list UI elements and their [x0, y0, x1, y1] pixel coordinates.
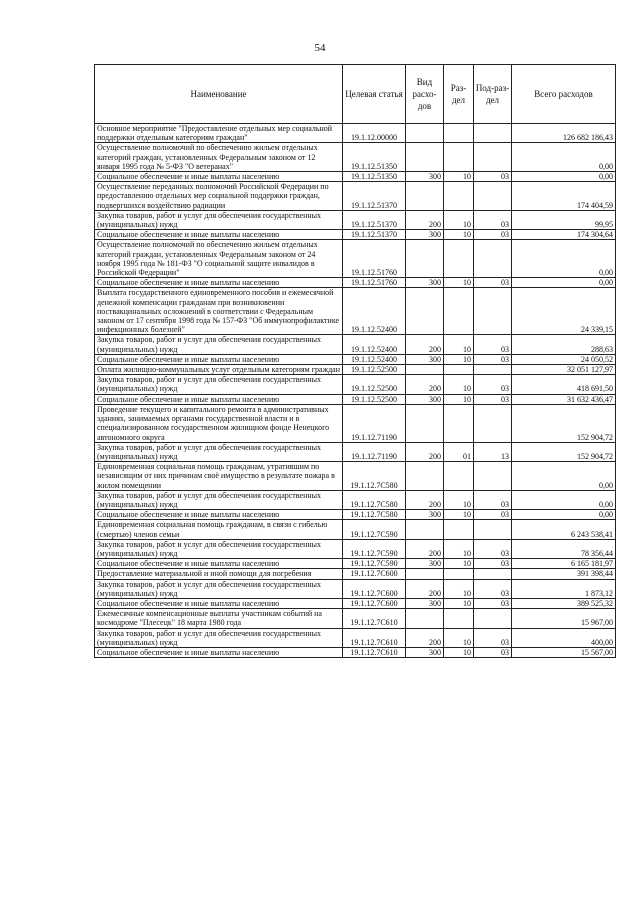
- row-total-cell: 24 339,15: [512, 288, 616, 335]
- row-expense-type-cell: 200: [406, 628, 444, 647]
- row-total-cell: 391 398,44: [512, 569, 616, 579]
- row-section-cell: 01: [444, 442, 474, 461]
- row-target-item-cell: 19.1.12.71190: [343, 404, 406, 442]
- row-expense-type-cell: 200: [406, 210, 444, 229]
- row-subsection-cell: 03: [474, 335, 512, 354]
- row-subsection-cell: [474, 288, 512, 335]
- row-total-cell: 126 682 186,43: [512, 124, 616, 143]
- table-row: [95, 569, 616, 579]
- row-total-cell: 288,63: [512, 335, 616, 354]
- row-name-cell: Основное мероприятие "Предоставление отдельных мер социальной поддержки отдельным категориям граждан": [95, 124, 343, 143]
- row-subsection-cell: 03: [474, 579, 512, 598]
- row-subsection-cell: 03: [474, 354, 512, 364]
- row-total-cell: 32 051 127,97: [512, 365, 616, 375]
- row-expense-type-cell: 300: [406, 598, 444, 608]
- header-expense-type: Вид расхо-дов: [406, 65, 444, 124]
- row-subsection-cell: 03: [474, 647, 512, 657]
- row-section-cell: 10: [444, 579, 474, 598]
- table-row: [95, 240, 616, 278]
- row-name-cell: Закупка товаров, работ и услуг для обеспечения государственных (муниципальных) нужд: [95, 628, 343, 647]
- header-section: Раз-дел: [444, 65, 474, 124]
- row-total-cell: 0,00: [512, 278, 616, 288]
- row-section-cell: 10: [444, 278, 474, 288]
- row-section-cell: 10: [444, 335, 474, 354]
- row-expense-type-cell: [406, 462, 444, 491]
- row-subsection-cell: 03: [474, 628, 512, 647]
- row-expense-type-cell: 200: [406, 490, 444, 509]
- row-expense-type-cell: 200: [406, 335, 444, 354]
- row-expense-type-cell: [406, 520, 444, 539]
- row-name-cell: Закупка товаров, работ и услуг для обеспечения государственных (муниципальных) нужд: [95, 375, 343, 394]
- table-row: [95, 182, 616, 211]
- row-name-cell: Ежемесячные компенсационные выплаты участникам событий на космодроме "Плесецк" 18 марта 1980 года: [95, 609, 343, 628]
- row-expense-type-cell: 300: [406, 230, 444, 240]
- row-total-cell: 0,00: [512, 510, 616, 520]
- header-total: Всего расходов: [512, 65, 616, 124]
- row-target-item-cell: 19.1.12.7С580: [343, 510, 406, 520]
- row-name-cell: Закупка товаров, работ и услуг для обеспечения государственных (муниципальных) нужд: [95, 539, 343, 558]
- row-name-cell: Проведение текущего и капитального ремонта в административных зданиях, занимаемых органами государственной власти и в специализированном государственном жилищном фонде Ненецкого автономного округа: [95, 404, 343, 442]
- row-total-cell: 152 904,72: [512, 442, 616, 461]
- row-name-cell: Закупка товаров, работ и услуг для обеспечения государственных (муниципальных) нужд: [95, 442, 343, 461]
- row-section-cell: 10: [444, 394, 474, 404]
- table-row: [95, 143, 616, 172]
- row-total-cell: 15 967,00: [512, 609, 616, 628]
- row-target-item-cell: 19.1.12.52500: [343, 375, 406, 394]
- page-number: 54: [314, 42, 326, 54]
- row-section-cell: 10: [444, 490, 474, 509]
- row-target-item-cell: 19.1.12.7С590: [343, 559, 406, 569]
- row-section-cell: [444, 462, 474, 491]
- header-name: Наименование: [95, 65, 343, 124]
- budget-table: [94, 64, 616, 658]
- row-name-cell: Социальное обеспечение и иные выплаты населению: [95, 278, 343, 288]
- row-subsection-cell: 03: [474, 278, 512, 288]
- table-header-row: [95, 65, 616, 124]
- row-section-cell: [444, 240, 474, 278]
- table-row: [95, 404, 616, 442]
- row-expense-type-cell: 300: [406, 559, 444, 569]
- row-section-cell: [444, 288, 474, 335]
- row-target-item-cell: 19.1.12.51760: [343, 240, 406, 278]
- table-row: [95, 210, 616, 229]
- table-row: [95, 172, 616, 182]
- row-name-cell: Социальное обеспечение и иные выплаты населению: [95, 559, 343, 569]
- table-row: [95, 230, 616, 240]
- row-target-item-cell: 19.1.12.52400: [343, 335, 406, 354]
- row-subsection-cell: [474, 609, 512, 628]
- row-expense-type-cell: 300: [406, 354, 444, 364]
- table-row: [95, 647, 616, 657]
- table-row: [95, 375, 616, 394]
- row-expense-type-cell: 200: [406, 375, 444, 394]
- row-target-item-cell: 19.1.12.7С590: [343, 520, 406, 539]
- row-total-cell: 418 691,50: [512, 375, 616, 394]
- row-total-cell: 400,00: [512, 628, 616, 647]
- row-expense-type-cell: 200: [406, 539, 444, 558]
- row-target-item-cell: 19.1.12.51370: [343, 230, 406, 240]
- row-name-cell: Осуществление полномочий по обеспечению жильем отдельных категорий граждан, установленных Федеральным законом от 12 января 1995 года № 5-ФЗ "О ветеранах": [95, 143, 343, 172]
- row-name-cell: Выплата государственного единовременного пособия и ежемесячной денежной компенсации гражданам при возникновении поствакцинальных осложнений в соответствии с Федеральным законом от 17 сентября 1998 года № 157-ФЗ "Об иммунопрофилактике инфекционных болезней": [95, 288, 343, 335]
- row-expense-type-cell: [406, 182, 444, 211]
- table-row: [95, 520, 616, 539]
- table-row: [95, 124, 616, 143]
- row-subsection-cell: [474, 365, 512, 375]
- row-target-item-cell: 19.1.12.51760: [343, 278, 406, 288]
- row-expense-type-cell: 300: [406, 647, 444, 657]
- row-subsection-cell: 03: [474, 539, 512, 558]
- row-name-cell: Единовременная социальная помощь гражданам, утратившим по независящим от них причинам своё имущество в результате пожара в жилом помещении: [95, 462, 343, 491]
- table-row: [95, 394, 616, 404]
- row-section-cell: [444, 365, 474, 375]
- row-target-item-cell: 19.1.12.7С610: [343, 647, 406, 657]
- row-total-cell: 99,95: [512, 210, 616, 229]
- row-subsection-cell: [474, 404, 512, 442]
- row-target-item-cell: 19.1.12.7С600: [343, 569, 406, 579]
- row-subsection-cell: 03: [474, 375, 512, 394]
- row-total-cell: 0,00: [512, 240, 616, 278]
- row-subsection-cell: [474, 569, 512, 579]
- row-section-cell: [444, 124, 474, 143]
- row-expense-type-cell: 200: [406, 579, 444, 598]
- row-section-cell: 10: [444, 628, 474, 647]
- row-name-cell: Закупка товаров, работ и услуг для обеспечения государственных (муниципальных) нужд: [95, 579, 343, 598]
- row-section-cell: 10: [444, 210, 474, 229]
- row-section-cell: 10: [444, 375, 474, 394]
- row-subsection-cell: [474, 462, 512, 491]
- row-subsection-cell: [474, 143, 512, 172]
- row-subsection-cell: 03: [474, 394, 512, 404]
- row-expense-type-cell: [406, 365, 444, 375]
- row-target-item-cell: 19.1.12.52400: [343, 354, 406, 364]
- row-section-cell: 10: [444, 647, 474, 657]
- row-name-cell: Социальное обеспечение и иные выплаты населению: [95, 647, 343, 657]
- table-row: [95, 335, 616, 354]
- row-name-cell: Осуществление полномочий по обеспечению жильем отдельных категорий граждан, установленных Федеральным законом от 24 ноября 1995 года № 181-ФЗ "О социальной защите инвалидов в Российской Федерации": [95, 240, 343, 278]
- row-total-cell: 31 632 436,47: [512, 394, 616, 404]
- row-total-cell: 6 243 538,41: [512, 520, 616, 539]
- row-subsection-cell: 03: [474, 510, 512, 520]
- row-expense-type-cell: [406, 124, 444, 143]
- row-target-item-cell: 19.1.12.7С600: [343, 579, 406, 598]
- row-total-cell: 6 165 181,97: [512, 559, 616, 569]
- table-row: [95, 354, 616, 364]
- row-subsection-cell: 03: [474, 230, 512, 240]
- table-row: [95, 288, 616, 335]
- row-total-cell: 0,00: [512, 172, 616, 182]
- row-total-cell: 0,00: [512, 143, 616, 172]
- row-total-cell: 389 525,32: [512, 598, 616, 608]
- header-target-item: Целевая статья: [343, 65, 406, 124]
- row-section-cell: [444, 609, 474, 628]
- row-target-item-cell: 19.1.12.7С610: [343, 628, 406, 647]
- row-subsection-cell: [474, 124, 512, 143]
- row-target-item-cell: 19.1.12.52500: [343, 394, 406, 404]
- row-section-cell: 10: [444, 539, 474, 558]
- row-total-cell: 0,00: [512, 462, 616, 491]
- row-section-cell: 10: [444, 510, 474, 520]
- row-expense-type-cell: [406, 609, 444, 628]
- row-target-item-cell: 19.1.12.52500: [343, 365, 406, 375]
- row-section-cell: [444, 520, 474, 539]
- table-row: [95, 579, 616, 598]
- row-total-cell: 15 567,00: [512, 647, 616, 657]
- table-row: [95, 462, 616, 491]
- row-name-cell: Социальное обеспечение и иные выплаты населению: [95, 172, 343, 182]
- row-expense-type-cell: 200: [406, 442, 444, 461]
- row-name-cell: Социальное обеспечение и иные выплаты населению: [95, 230, 343, 240]
- row-target-item-cell: 19.1.12.52400: [343, 288, 406, 335]
- row-section-cell: 10: [444, 354, 474, 364]
- row-subsection-cell: 03: [474, 598, 512, 608]
- row-target-item-cell: 19.1.12.51370: [343, 210, 406, 229]
- row-section-cell: 10: [444, 598, 474, 608]
- row-name-cell: Социальное обеспечение и иные выплаты населению: [95, 394, 343, 404]
- table-row: [95, 442, 616, 461]
- row-expense-type-cell: 300: [406, 394, 444, 404]
- row-section-cell: [444, 404, 474, 442]
- row-name-cell: Социальное обеспечение и иные выплаты населению: [95, 354, 343, 364]
- row-name-cell: Закупка товаров, работ и услуг для обеспечения государственных (муниципальных) нужд: [95, 210, 343, 229]
- row-section-cell: 10: [444, 172, 474, 182]
- table-row: [95, 510, 616, 520]
- row-name-cell: Оплата жилищно-коммунальных услуг отдельным категориям граждан: [95, 365, 343, 375]
- row-subsection-cell: 03: [474, 559, 512, 569]
- table-row: [95, 609, 616, 628]
- row-section-cell: [444, 569, 474, 579]
- row-expense-type-cell: [406, 143, 444, 172]
- row-expense-type-cell: [406, 240, 444, 278]
- row-name-cell: Закупка товаров, работ и услуг для обеспечения государственных (муниципальных) нужд: [95, 335, 343, 354]
- row-subsection-cell: [474, 520, 512, 539]
- row-subsection-cell: [474, 240, 512, 278]
- row-subsection-cell: [474, 182, 512, 211]
- row-expense-type-cell: 300: [406, 172, 444, 182]
- row-total-cell: 152 904,72: [512, 404, 616, 442]
- row-total-cell: 0,00: [512, 490, 616, 509]
- row-subsection-cell: 13: [474, 442, 512, 461]
- row-expense-type-cell: 300: [406, 510, 444, 520]
- row-target-item-cell: 19.1.12.7С580: [343, 462, 406, 491]
- row-target-item-cell: 19.1.12.51350: [343, 172, 406, 182]
- row-section-cell: 10: [444, 559, 474, 569]
- row-target-item-cell: 19.1.12.7С580: [343, 490, 406, 509]
- row-subsection-cell: 03: [474, 210, 512, 229]
- header-subsection: Под-раз-дел: [474, 65, 512, 124]
- row-subsection-cell: 03: [474, 172, 512, 182]
- table-row: [95, 628, 616, 647]
- table-row: [95, 559, 616, 569]
- row-total-cell: 174 404,59: [512, 182, 616, 211]
- table-row: [95, 490, 616, 509]
- row-target-item-cell: 19.1.12.71190: [343, 442, 406, 461]
- row-name-cell: Единовременная социальная помощь гражданам, в связи с гибелью (смертью) членов семьи: [95, 520, 343, 539]
- row-name-cell: Социальное обеспечение и иные выплаты населению: [95, 598, 343, 608]
- row-section-cell: 10: [444, 230, 474, 240]
- table-row: [95, 365, 616, 375]
- row-name-cell: Закупка товаров, работ и услуг для обеспечения государственных (муниципальных) нужд: [95, 490, 343, 509]
- row-expense-type-cell: [406, 288, 444, 335]
- row-target-item-cell: 19.1.12.51370: [343, 182, 406, 211]
- row-section-cell: [444, 143, 474, 172]
- row-name-cell: Осуществление переданных полномочий Российской Федерации по предоставлению отдельных мер социальной поддержки граждан, подвергшихся воздействию радиации: [95, 182, 343, 211]
- row-total-cell: 24 050,52: [512, 354, 616, 364]
- row-total-cell: 174 304,64: [512, 230, 616, 240]
- row-expense-type-cell: 300: [406, 278, 444, 288]
- row-subsection-cell: 03: [474, 490, 512, 509]
- row-name-cell: Предоставление материальной и иной помощи для погребения: [95, 569, 343, 579]
- table-row: [95, 598, 616, 608]
- row-target-item-cell: 19.1.12.51350: [343, 143, 406, 172]
- row-total-cell: 78 356,44: [512, 539, 616, 558]
- row-target-item-cell: 19.1.12.7С610: [343, 609, 406, 628]
- row-target-item-cell: 19.1.12.7С600: [343, 598, 406, 608]
- row-name-cell: Социальное обеспечение и иные выплаты населению: [95, 510, 343, 520]
- row-target-item-cell: 19.1.12.00000: [343, 124, 406, 143]
- row-target-item-cell: 19.1.12.7С590: [343, 539, 406, 558]
- row-section-cell: [444, 182, 474, 211]
- row-expense-type-cell: [406, 569, 444, 579]
- row-total-cell: 1 873,12: [512, 579, 616, 598]
- table-row: [95, 278, 616, 288]
- row-expense-type-cell: [406, 404, 444, 442]
- table-row: [95, 539, 616, 558]
